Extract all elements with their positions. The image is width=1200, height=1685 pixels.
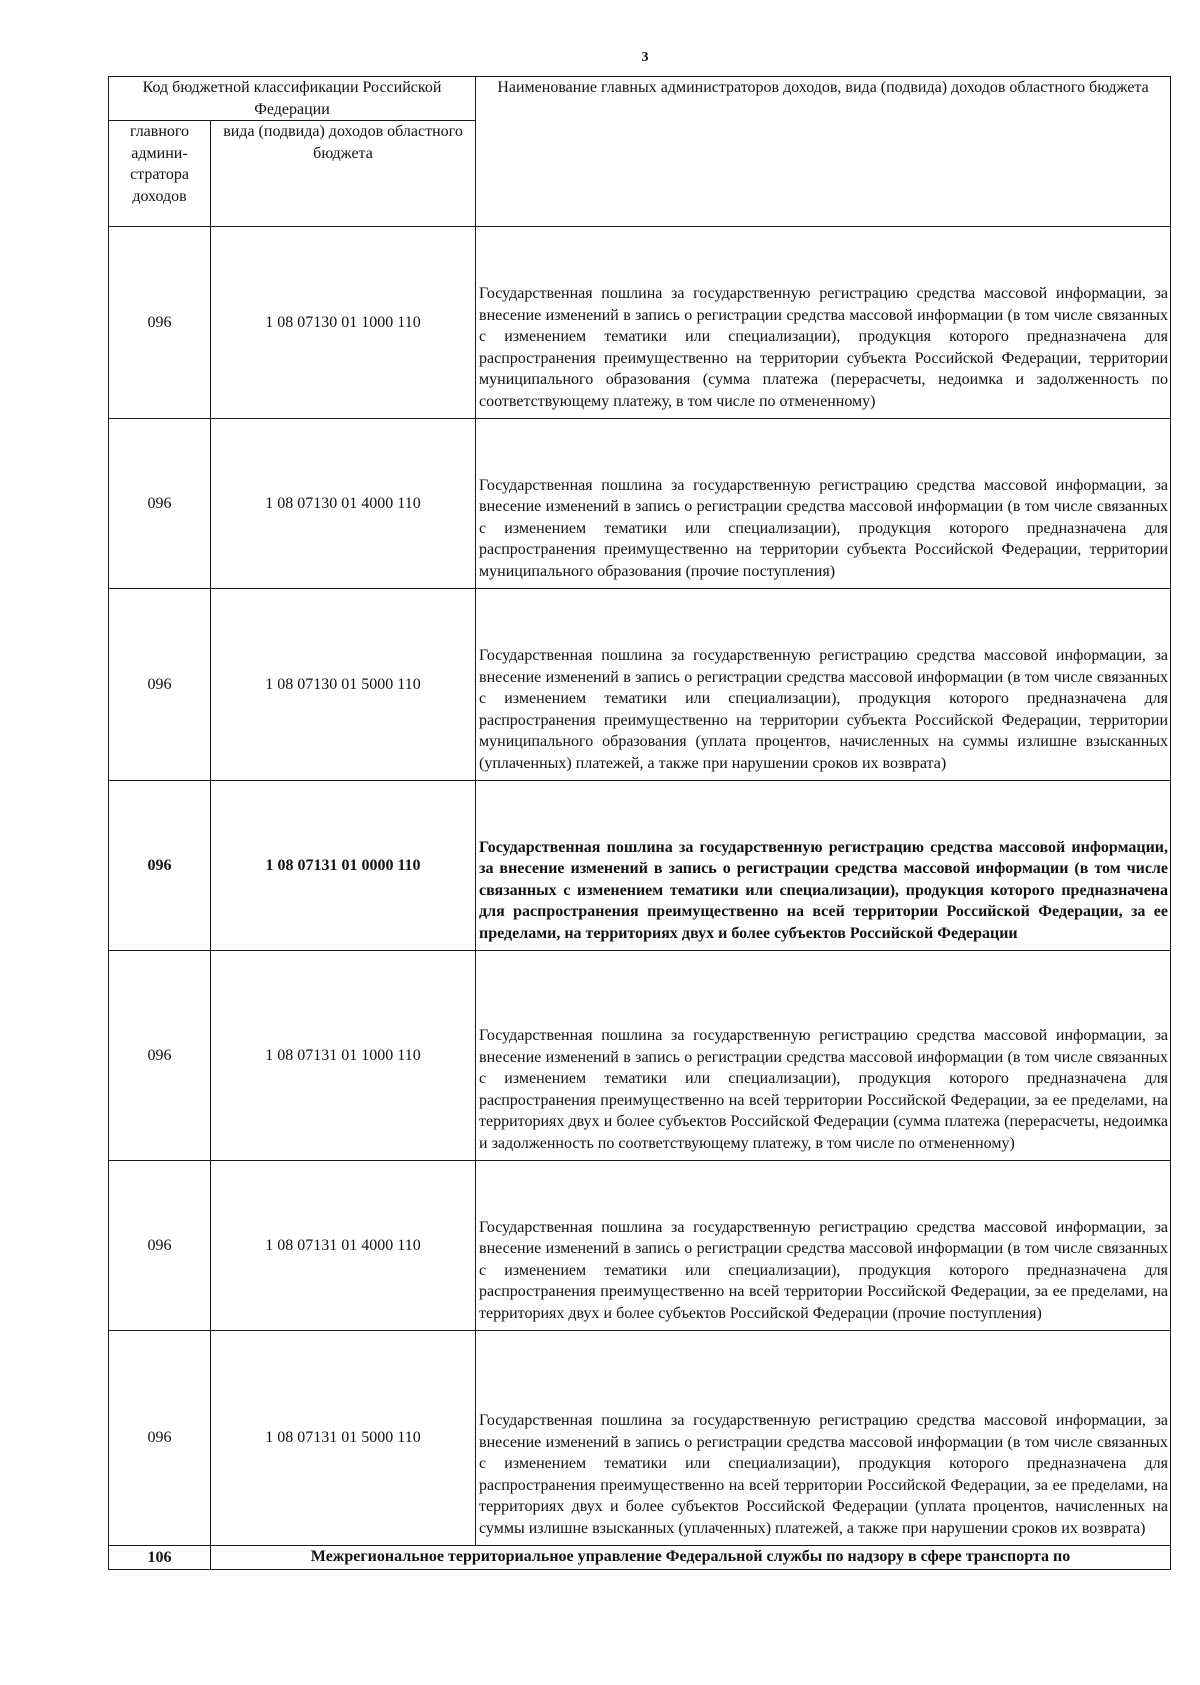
table-header-row <box>109 77 1171 121</box>
description-cell: Государственная пошлина за государственную регистрацию средства массовой информации, за внесение изменений в запись о регистрации средства массовой информации (в том числе связанных с изменением тематики или специализации), продукция которого предназначена для распространения преимущественно на территории субъекта Российской Федерации, территории муниципального образования (сумма платежа (перерасчеты, недоимка и задолженность по соответствующему платежу, в том числе по отмененному) <box>476 227 1171 419</box>
description-cell: Государственная пошлина за государственную регистрацию средства массовой информации, за внесение изменений в запись о регистрации средства массовой информации (в том числе связанных с изменением тематики или специализации), продукция которого предназначена для распространения преимущественно на всей территории Российской Федерации, за ее пределами, на территориях двух и более субъектов Российской Федерации <box>476 781 1171 951</box>
table-row <box>109 1161 1171 1331</box>
income-code-cell: 1 08 07131 01 5000 110 <box>211 1331 476 1546</box>
income-code-cell: 1 08 07130 01 5000 110 <box>211 589 476 781</box>
header-col-admin: главного админи-стратора доходов <box>109 121 211 227</box>
table-row <box>109 589 1171 781</box>
header-col-name: Наименование главных администраторов доходов, вида (подвида) доходов областного бюджета <box>476 77 1171 227</box>
budget-classification-table <box>108 76 1171 1570</box>
header-group-title: Код бюджетной классификации Российской Федерации <box>109 77 476 121</box>
income-code-cell: 1 08 07130 01 4000 110 <box>211 419 476 589</box>
admin-code-cell: 096 <box>109 1161 211 1331</box>
description-cell: Государственная пошлина за государственную регистрацию средства массовой информации, за внесение изменений в запись о регистрации средства массовой информации (в том числе связанных с изменением тематики или специализации), продукция которого предназначена для распространения преимущественно на всей территории Российской Федерации, за ее пределами, на территориях двух и более субъектов Российской Федерации (сумма платежа (перерасчеты, недоимка и задолженность по соответствующему платежу, в том числе по отмененному) <box>476 951 1171 1161</box>
admin-code-cell: 106 <box>109 1546 211 1570</box>
description-cell: Государственная пошлина за государственную регистрацию средства массовой информации, за внесение изменений в запись о регистрации средства массовой информации (в том числе связанных с изменением тематики или специализации), продукция которого предназначена для распространения преимущественно на всей территории Российской Федерации, за ее пределами, на территориях двух и более субъектов Российской Федерации (уплата процентов, начисленных на суммы излишне взысканных (уплаченных) платежей, а также при нарушении сроков их возврата) <box>476 1331 1171 1546</box>
admin-code-cell: 096 <box>109 227 211 419</box>
admin-code-cell: 096 <box>109 781 211 951</box>
income-code-cell: 1 08 07130 01 1000 110 <box>211 227 476 419</box>
income-code-cell: 1 08 07131 01 4000 110 <box>211 1161 476 1331</box>
table-row <box>109 1331 1171 1546</box>
table-row <box>109 227 1171 419</box>
description-cell: Государственная пошлина за государственную регистрацию средства массовой информации, за внесение изменений в запись о регистрации средства массовой информации (в том числе связанных с изменением тематики или специализации), продукция которого предназначена для распространения преимущественно на всей территории Российской Федерации, за ее пределами, на территориях двух и более субъектов Российской Федерации (прочие поступления) <box>476 1161 1171 1331</box>
table-row <box>109 419 1171 589</box>
table-row <box>109 951 1171 1161</box>
section-title-cell: Межрегиональное территориальное управление Федеральной службы по надзору в сфере транспорта по <box>211 1546 1171 1570</box>
admin-code-cell: 096 <box>109 1331 211 1546</box>
admin-code-cell: 096 <box>109 419 211 589</box>
description-cell: Государственная пошлина за государственную регистрацию средства массовой информации, за внесение изменений в запись о регистрации средства массовой информации (в том числе связанных с изменением тематики или специализации), продукция которого предназначена для распространения преимущественно на территории субъекта Российской Федерации, территории муниципального образования (прочие поступления) <box>476 419 1171 589</box>
admin-code-cell: 096 <box>109 951 211 1161</box>
header-col-type: вида (подвида) доходов областного бюджета <box>211 121 476 227</box>
table-row-bold <box>109 781 1171 951</box>
page-number: 3 <box>641 50 649 65</box>
income-code-cell: 1 08 07131 01 1000 110 <box>211 951 476 1161</box>
description-cell: Государственная пошлина за государственную регистрацию средства массовой информации, за внесение изменений в запись о регистрации средства массовой информации (в том числе связанных с изменением тематики или специализации), продукция которого предназначена для распространения преимущественно на территории субъекта Российской Федерации, территории муниципального образования (уплата процентов, начисленных на суммы излишне взысканных (уплаченных) платежей, а также при нарушении сроков их возврата) <box>476 589 1171 781</box>
income-code-cell: 1 08 07131 01 0000 110 <box>211 781 476 951</box>
table-row-section <box>109 1546 1171 1570</box>
admin-code-cell: 096 <box>109 589 211 781</box>
